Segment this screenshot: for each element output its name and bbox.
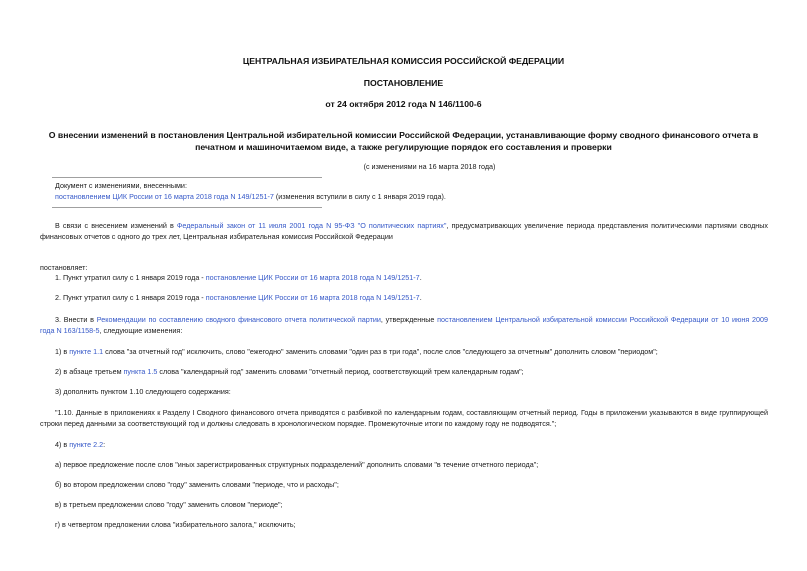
subpoint-4-item-a: а) первое предложение после слов "иных зарегистрированных структурных подразделений" дополнить словами "в течение отчетного периода"; xyxy=(55,460,539,469)
subpoint-1-text: 1) в xyxy=(55,347,70,356)
point-1 xyxy=(40,272,768,283)
revision-note: (с изменениями на 16 марта 2018 года) xyxy=(363,162,496,171)
point-2-text: 2. Пункт утратил силу с 1 января 2019 года - xyxy=(55,293,206,302)
clause-1-1-link[interactable]: пункте 1.1 xyxy=(69,347,104,356)
resolves-label: постановляет: xyxy=(40,263,88,272)
new-clause-1-10: "1.10. Данные в приложениях к Разделу I Сводного финансового отчета приводятся с разбивкой по календарным годам, составляющим отчетный период. Годы в приложении указываются в виде группирующей строки перед данными за соответствующий год и должны следовать в хронологическом порядке. Промежуточные итоги по каждому году не подводятся."; xyxy=(40,408,768,428)
point-1-link[interactable]: постановление ЦИК России от 16 марта 2018 года N 149/1251-7 xyxy=(205,273,420,282)
amendments-bottom-divider xyxy=(52,207,322,208)
subpoint-2-text: 2) в абзаце третьем xyxy=(55,367,124,376)
subpoint-2-rest: слова "календарный год" заменить словами "отчетный период, соответствующий трем календарным годам"; xyxy=(157,367,524,376)
clause-1-5-link[interactable]: пункта 1.5 xyxy=(123,367,158,376)
amending-act-link[interactable]: постановлением ЦИК России от 16 марта 2018 года N 149/1251-7 xyxy=(55,192,274,201)
issuing-authority: ЦЕНТРАЛЬНАЯ ИЗБИРАТЕЛЬНАЯ КОМИССИЯ РОССИЙСКОЙ ФЕДЕРАЦИИ xyxy=(242,56,565,66)
point-1-end: . xyxy=(419,273,422,282)
subpoint-4-item-g: г) в четвертом предложении слова "избирательного залога," исключить; xyxy=(55,520,296,529)
point-2-link[interactable]: постановление ЦИК России от 16 марта 2018 года N 149/1251-7 xyxy=(205,293,420,302)
subpoint-4-end: : xyxy=(103,440,106,449)
preamble-text-start: В связи с внесением изменений в xyxy=(55,221,177,230)
point-3 xyxy=(40,314,768,336)
amendments-top-divider xyxy=(52,177,322,178)
point-3-middle: , утвержденные xyxy=(380,315,438,324)
subpoint-4-item-v: в) в третьем предложении слово "году" заменить словом "периоде"; xyxy=(55,500,283,509)
point-2-end: . xyxy=(419,293,422,302)
point-3-text: 3. Внести в xyxy=(55,315,97,324)
amendments-entry xyxy=(55,191,446,202)
federal-law-link[interactable]: Федеральный закон от 11 июля 2001 года N 95-ФЗ "О политических партиях" xyxy=(176,221,447,230)
subpoint-4 xyxy=(40,439,768,450)
resolution-2009-link[interactable]: постановлением Центральной избирательной комиссии Российской Федерации от 10 июня 2009 года N 163/1158-5 xyxy=(40,315,768,335)
point-3-end: , следующие изменения: xyxy=(99,326,183,335)
point-2 xyxy=(40,292,768,303)
amendments-effective-note: (изменения вступили в силу с 1 января 2019 года). xyxy=(273,192,446,201)
document-title-line-1: О внесении изменений в постановления Центральной избирательной комиссии Российской Федерации, устанавливающие форму сводного финансового отчета в xyxy=(48,130,759,140)
subpoint-4-text: 4) в xyxy=(55,440,70,449)
clause-2-2-link[interactable]: пункте 2.2 xyxy=(69,440,104,449)
document-type: ПОСТАНОВЛЕНИЕ xyxy=(363,78,444,88)
document-date-number: от 24 октября 2012 года N 146/1100-6 xyxy=(325,99,482,109)
subpoint-1-rest: слова "за отчетный год" исключить, слово "ежегодно" заменить словами "один раз в три года", после слов "следующего за отчетным" дополнить словом "периодом"; xyxy=(103,347,658,356)
preamble-paragraph xyxy=(40,220,768,242)
subpoint-4-item-b: б) во втором предложении слово "году" заменить словами "периоде, что и расходы"; xyxy=(55,480,339,489)
recommendations-link[interactable]: Рекомендации по составлению сводного финансового отчета политической партии xyxy=(96,315,381,324)
point-1-text: 1. Пункт утратил силу с 1 января 2019 года - xyxy=(55,273,206,282)
subpoint-1 xyxy=(40,346,768,357)
subpoint-3: 3) дополнить пунктом 1.10 следующего содержания: xyxy=(55,387,231,396)
document-title-line-2: печатном и машиночитаемом виде, а также регулирующие порядок его составления и проверки xyxy=(195,142,612,152)
preamble-text-end: , предусматривающих увеличение периода представления политическими партиями сводных финансовых отчетов с одного до трех лет, Центральная избирательная комиссия Российской Федерации xyxy=(40,221,768,241)
amendments-intro: Документ с изменениями, внесенными: xyxy=(55,181,187,190)
subpoint-2 xyxy=(40,366,768,377)
